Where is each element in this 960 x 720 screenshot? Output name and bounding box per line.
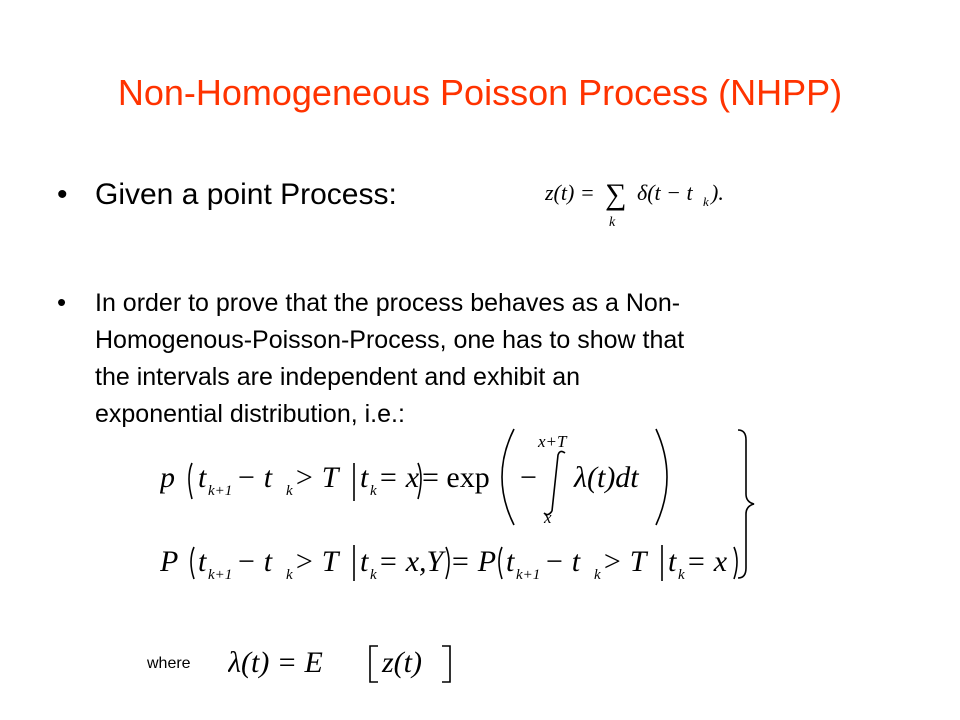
eq2-given: t bbox=[360, 545, 369, 578]
eq2-mid2b: > T bbox=[602, 545, 647, 578]
eq2-sub1b: k+1 bbox=[516, 567, 541, 583]
bullet-line: Homogenous-Poisson-Process, one has to show that bbox=[95, 326, 685, 354]
eq2-t1b: t bbox=[506, 545, 515, 578]
eq1-int-upper: x+T bbox=[538, 432, 567, 451]
bullet-nhpp-explanation bbox=[95, 285, 865, 433]
eq2-mid1: − t bbox=[236, 545, 273, 578]
eq1-integrand: λ(t)dt bbox=[574, 461, 639, 494]
bullet-line: exponential distribution, i.e.: bbox=[95, 400, 405, 428]
eq1-big-lparen bbox=[502, 429, 514, 525]
eq2-cond: = x,Y bbox=[378, 545, 444, 578]
eq1-mid2: > T bbox=[294, 461, 339, 494]
lambda-lhs: λ(t) = E bbox=[228, 646, 323, 679]
eq2-sub2b: k bbox=[594, 567, 601, 583]
eq2-sub1: k+1 bbox=[208, 567, 233, 583]
eq1-given: t bbox=[360, 461, 369, 494]
eq2-givenb: t bbox=[668, 545, 677, 578]
point-process-equation bbox=[545, 172, 725, 234]
eq2-t1: t bbox=[198, 545, 207, 578]
eq1-mid1: − t bbox=[236, 461, 273, 494]
eq1-sub1: k+1 bbox=[208, 483, 233, 499]
pp-lhs: z(t) = bbox=[545, 180, 595, 205]
bullet-marker: • bbox=[57, 178, 68, 211]
eq1-p: p bbox=[160, 461, 175, 494]
equation-lambda-definition bbox=[228, 638, 458, 688]
eq1-big-rparen bbox=[656, 429, 667, 525]
eq1-minus: − bbox=[520, 461, 537, 494]
eq2-sub3: k bbox=[370, 567, 377, 583]
eq2-sub3b: k bbox=[678, 567, 685, 583]
eq1-rhs-cond: = x bbox=[378, 461, 420, 494]
slide-title: Non-Homogeneous Poisson Process (NHPP) bbox=[117, 72, 843, 113]
eq2-sub2: k bbox=[286, 567, 293, 583]
eq2-condb: = x bbox=[686, 545, 728, 578]
eq1-lparen bbox=[189, 463, 192, 499]
pp-term: δ(t − t bbox=[637, 180, 693, 205]
eq1-sub3: k bbox=[370, 483, 377, 499]
where-label: where bbox=[147, 655, 191, 672]
eq2-mid1b: − t bbox=[544, 545, 581, 578]
lambda-inner: z(t) bbox=[382, 646, 422, 679]
pp-sum: ∑ bbox=[605, 178, 627, 211]
eq2-P: P bbox=[160, 545, 179, 578]
equation-independence bbox=[160, 535, 750, 585]
pp-sub: k bbox=[703, 194, 709, 209]
bullet-line: In order to prove that the process behaves as a Non- bbox=[95, 289, 681, 317]
bullet-line: the intervals are independent and exhibit an bbox=[95, 363, 581, 391]
equation-exponential-interval bbox=[160, 425, 680, 533]
eq1-sub2: k bbox=[286, 483, 293, 499]
eq1-t1: t bbox=[198, 461, 207, 494]
eq1-exp: = exp bbox=[422, 461, 490, 494]
pp-sum-index: k bbox=[609, 215, 616, 230]
lambda-lbracket bbox=[370, 646, 378, 682]
eq2-mid2: > T bbox=[294, 545, 339, 578]
lambda-rbracket bbox=[442, 646, 450, 682]
bullet-marker: • bbox=[57, 287, 67, 317]
eq2-eqP: = P bbox=[450, 545, 497, 578]
bullet-point-process: Given a point Process: bbox=[95, 178, 397, 211]
eq1-integral-sign bbox=[544, 451, 565, 514]
eq1-int-lower: x bbox=[544, 508, 552, 527]
pp-close: ). bbox=[711, 180, 724, 205]
